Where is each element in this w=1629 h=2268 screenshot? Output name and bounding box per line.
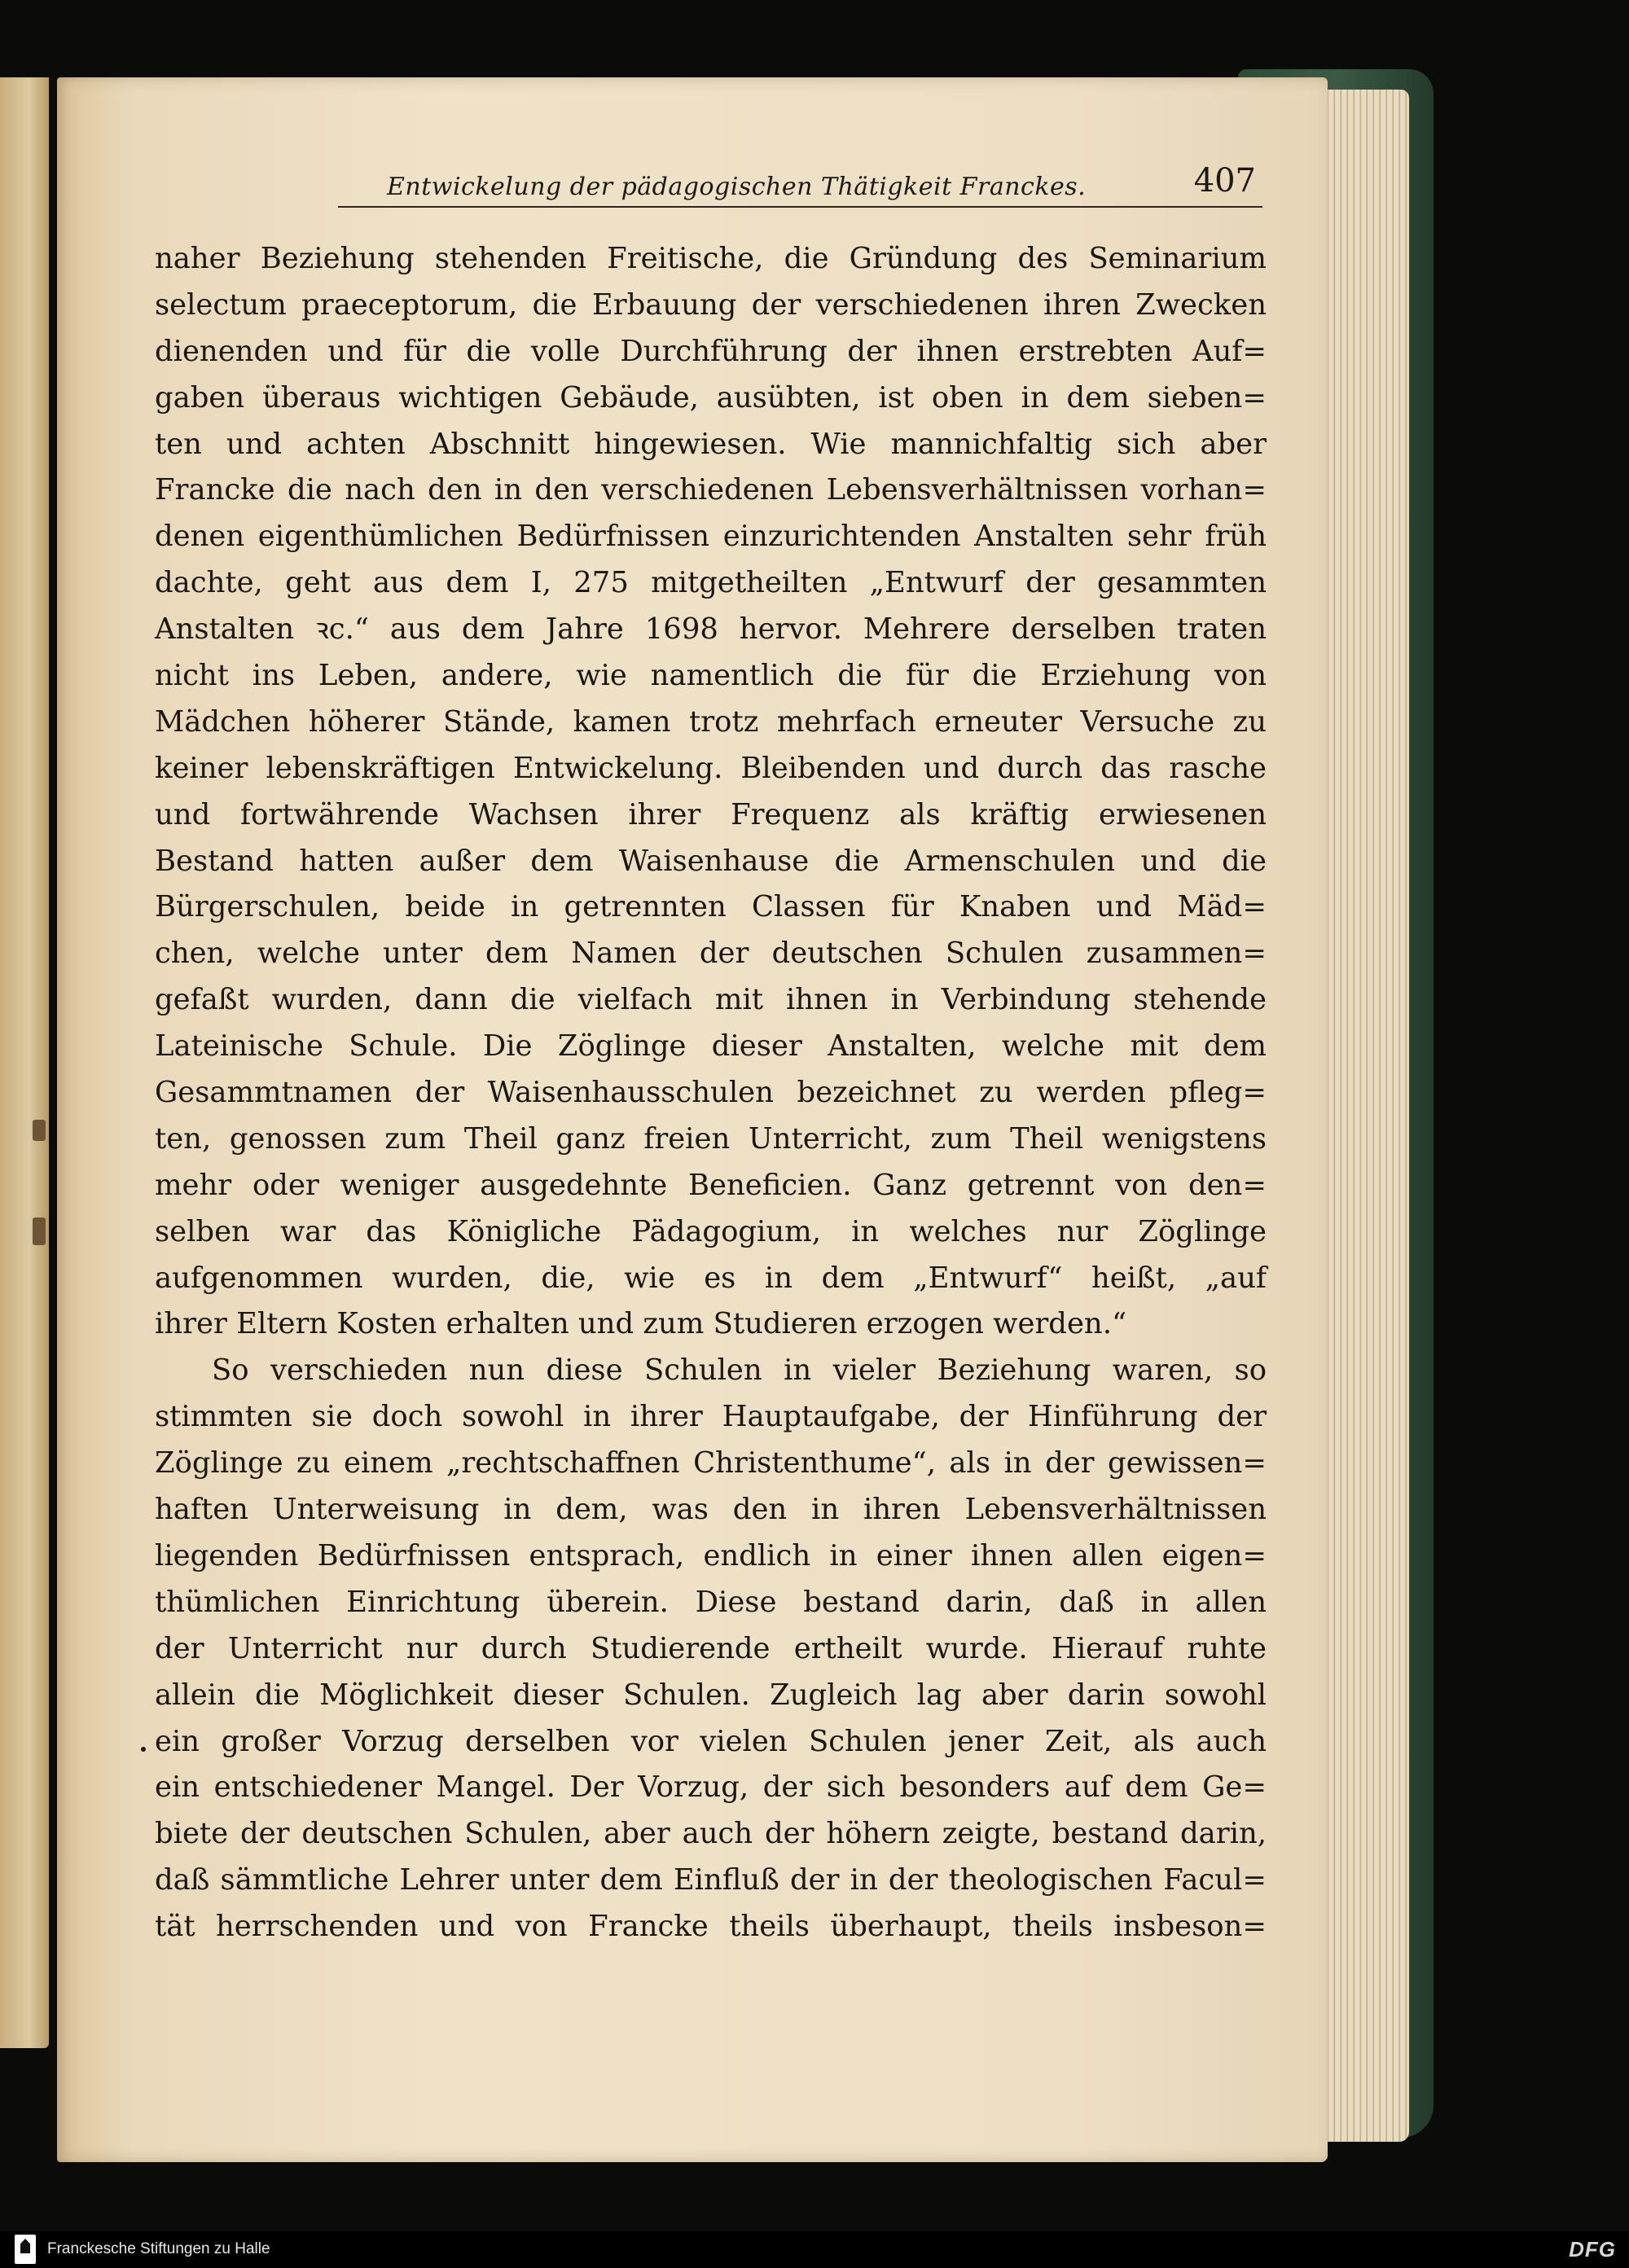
text-line: tät herrschenden und von Francke theils überhaupt, theils insbeson=	[155, 1910, 1267, 1944]
page-tear-mark	[33, 1217, 46, 1245]
text-line: dachte, geht aus dem I, 275 mitgetheilten „Entwurf der gesammten	[155, 566, 1267, 600]
text-line: denen eigenthümlichen Bedürfnissen einzurichtenden Anstalten sehr früh	[155, 520, 1267, 554]
text-line: gaben überaus wichtigen Gebäude, ausübten, ist oben in dem sieben=	[155, 380, 1267, 415]
viewer-footer	[0, 2231, 1629, 2268]
institution-name[interactable]: Franckesche Stiftungen zu Halle	[47, 2240, 270, 2257]
text-line: selben war das Königliche Pädagogium, in welches nur Zöglinge	[155, 1214, 1267, 1248]
text-line: Bestand hatten außer dem Waisenhause die Armenschulen und die	[155, 844, 1267, 878]
body-text	[155, 236, 1267, 1950]
running-title: Entwickelung der pädagogischen Thätigkeit Franckes.	[387, 173, 1087, 201]
text-line: Zöglinge zu einem „rechtschaffnen Christenthume“, als in der gewissen=	[155, 1446, 1267, 1481]
text-line: ten und achten Abschnitt hingewiesen. Wie mannichfaltig sich aber	[155, 427, 1267, 461]
text-line: So verschieden nun diese Schulen in vieler Beziehung waren, so	[212, 1353, 1267, 1388]
text-line: nicht ins Leben, andere, wie namentlich die für die Erziehung von	[155, 659, 1267, 693]
text-line: und fortwährende Wachsen ihrer Frequenz als kräftig erwiesenen	[155, 797, 1267, 831]
text-line: selectum praeceptorum, die Erbauung der verschiedenen ihren Zwecken	[155, 287, 1267, 322]
text-line: ihrer Eltern Kosten erhalten und zum Studieren erzogen werden.“	[155, 1307, 1127, 1341]
text-line: daß sämmtliche Lehrer unter dem Einfluß der in der theologischen Facul=	[155, 1863, 1267, 1897]
text-line: mehr oder weniger ausgedehnte Beneficien. Ganz getrennt von den=	[155, 1168, 1267, 1202]
text-line: liegenden Bedürfnissen entsprach, endlich in einer ihnen allen eigen=	[155, 1538, 1267, 1573]
text-line: ein großer Vorzug derselben vor vielen Schulen jener Zeit, als auch	[155, 1724, 1267, 1758]
text-line: Francke die nach den in den verschiedenen Lebensverhältnissen vorhan=	[155, 473, 1267, 507]
text-line: Lateinische Schule. Die Zöglinge dieser Anstalten, welche mit dem	[155, 1029, 1267, 1064]
margin-mark	[141, 1747, 146, 1752]
institution-logo-icon[interactable]	[15, 2235, 36, 2264]
running-head	[338, 157, 1262, 208]
text-line: dienenden und für die volle Durchführung der ihnen erstrebten Auf=	[155, 334, 1267, 368]
page-tear-mark	[33, 1120, 46, 1141]
text-line: allein die Möglichkeit dieser Schulen. Zugleich lag aber darin sowohl	[155, 1678, 1267, 1712]
text-line: aufgenommen wurden, die, wie es in dem „Entwurf“ heißt, „auf	[155, 1261, 1267, 1295]
text-line: Anstalten ꝛc.“ aus dem Jahre 1698 hervor. Mehrere derselben traten	[155, 612, 1267, 647]
text-line: naher Beziehung stehenden Freitische, die Gründung des Seminarium	[155, 242, 1267, 275]
previous-page-edge	[0, 77, 49, 2048]
text-line: ein entschiedener Mangel. Der Vorzug, der sich besonders auf dem Ge=	[155, 1770, 1267, 1805]
text-line: ten, genossen zum Theil ganz freien Unterricht, zum Theil wenigstens	[155, 1121, 1267, 1156]
text-line: haften Unterweisung in dem, was den in ihren Lebensverhältnissen	[155, 1493, 1267, 1527]
dfg-logo[interactable]: DFG	[1569, 2237, 1616, 2261]
text-line: keiner lebenskräftigen Entwickelung. Bleibenden und durch das rasche	[155, 751, 1267, 785]
text-line: Bürgerschulen, beide in getrennten Classen für Knaben und Mäd=	[155, 890, 1267, 924]
text-line: biete der deutschen Schulen, aber auch der höhern zeigte, bestand darin,	[155, 1817, 1267, 1851]
text-line: gefaßt wurden, dann die vielfach mit ihnen in Verbindung stehende	[155, 983, 1267, 1017]
text-line: Gesammtnamen der Waisenhausschulen bezeichnet zu werden pfleg=	[155, 1076, 1267, 1110]
book-page	[57, 77, 1328, 2162]
text-line: Mädchen höherer Stände, kamen trotz mehrfach erneuter Versuche zu	[155, 704, 1267, 739]
text-line: chen, welche unter dem Namen der deutschen Schulen zusammen=	[155, 937, 1267, 971]
page-number: 407	[1193, 162, 1256, 200]
text-line: stimmten sie doch sowohl in ihrer Hauptaufgabe, der Hinführung der	[155, 1400, 1267, 1434]
text-line: der Unterricht nur durch Studierende ertheilt wurde. Hierauf ruhte	[155, 1631, 1267, 1665]
text-line: thümlichen Einrichtung überein. Diese bestand darin, daß in allen	[155, 1585, 1267, 1619]
